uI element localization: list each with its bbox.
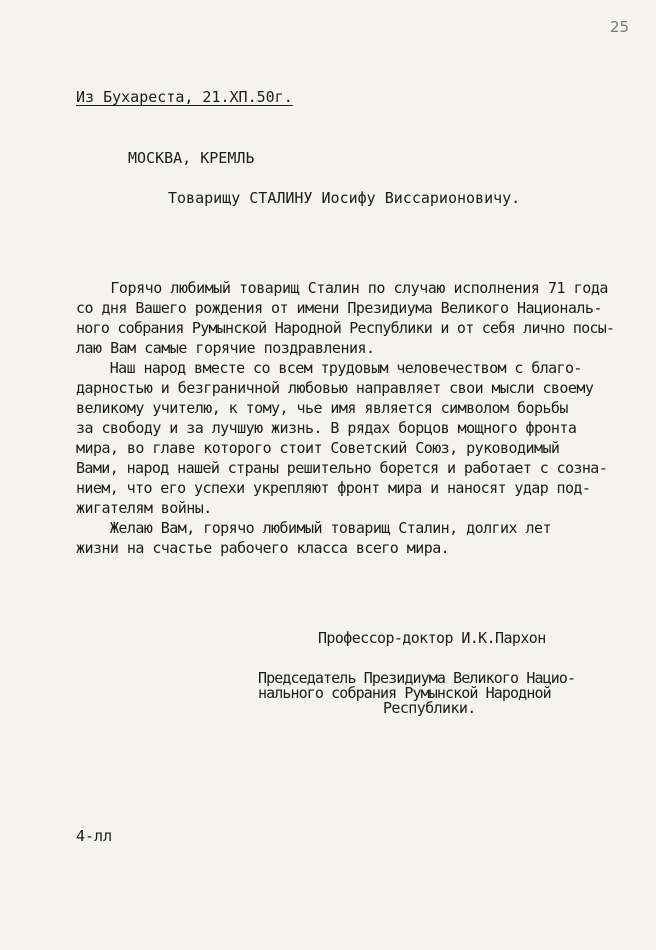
footer-note: 4-лл — [76, 827, 113, 845]
signature-title-line: Председатель Президиума Великого Нацио- — [258, 669, 576, 687]
body-line: мира, во главе которого стоит Советский Союз, руководимый — [76, 439, 560, 457]
signature-title-line: Республики. — [383, 699, 476, 717]
body-line: Наш народ вместе со всем трудовым человечеством с благо- — [76, 359, 582, 377]
body-line: великому учителю, к тому, чье имя является символом борьбы — [76, 399, 568, 417]
signature-title-line: нального собрания Румынской Народной — [258, 684, 551, 702]
body-line: за свободу и за лучшую жизнь. В рядах борцов мощного фронта — [76, 419, 577, 437]
addressee: Товарищу СТАЛИНУ Иосифу Виссарионовичу. — [168, 189, 521, 207]
archive-page-number: 25 — [610, 18, 630, 36]
signature-name: Профессор-доктор И.К.Пархон — [318, 629, 546, 647]
body-line: Горячо любимый товарищ Сталин по случаю исполнения 71 года — [76, 279, 609, 297]
body-line: нием, что его успехи укрепляют фронт мира и наносят удар под- — [76, 479, 591, 497]
address: МОСКВА, КРЕМЛЬ — [128, 149, 255, 167]
body-line: жигателям войны. — [76, 499, 212, 517]
body-line: со дня Вашего рождения от имени Президиума Великого Националь- — [76, 299, 602, 317]
body-line: ного собрания Румынской Народной Республики и от себя лично посы- — [76, 319, 615, 337]
body-line: жизни на счастье рабочего класса всего мира. — [76, 539, 450, 557]
body-line: Желаю Вам, горячо любимый товарищ Сталин, долгих лет — [76, 519, 551, 537]
body-line: лаю Вам самые горячие поздравления. — [76, 339, 375, 357]
body-line: Вами, народ нашей страны решительно борется и работает с созна- — [76, 459, 608, 477]
dateline: Из Бухареста, 21.ХП.50г. — [76, 88, 293, 106]
body-line: дарностью и безграничной любовью направляет свои мысли своему — [76, 379, 594, 397]
